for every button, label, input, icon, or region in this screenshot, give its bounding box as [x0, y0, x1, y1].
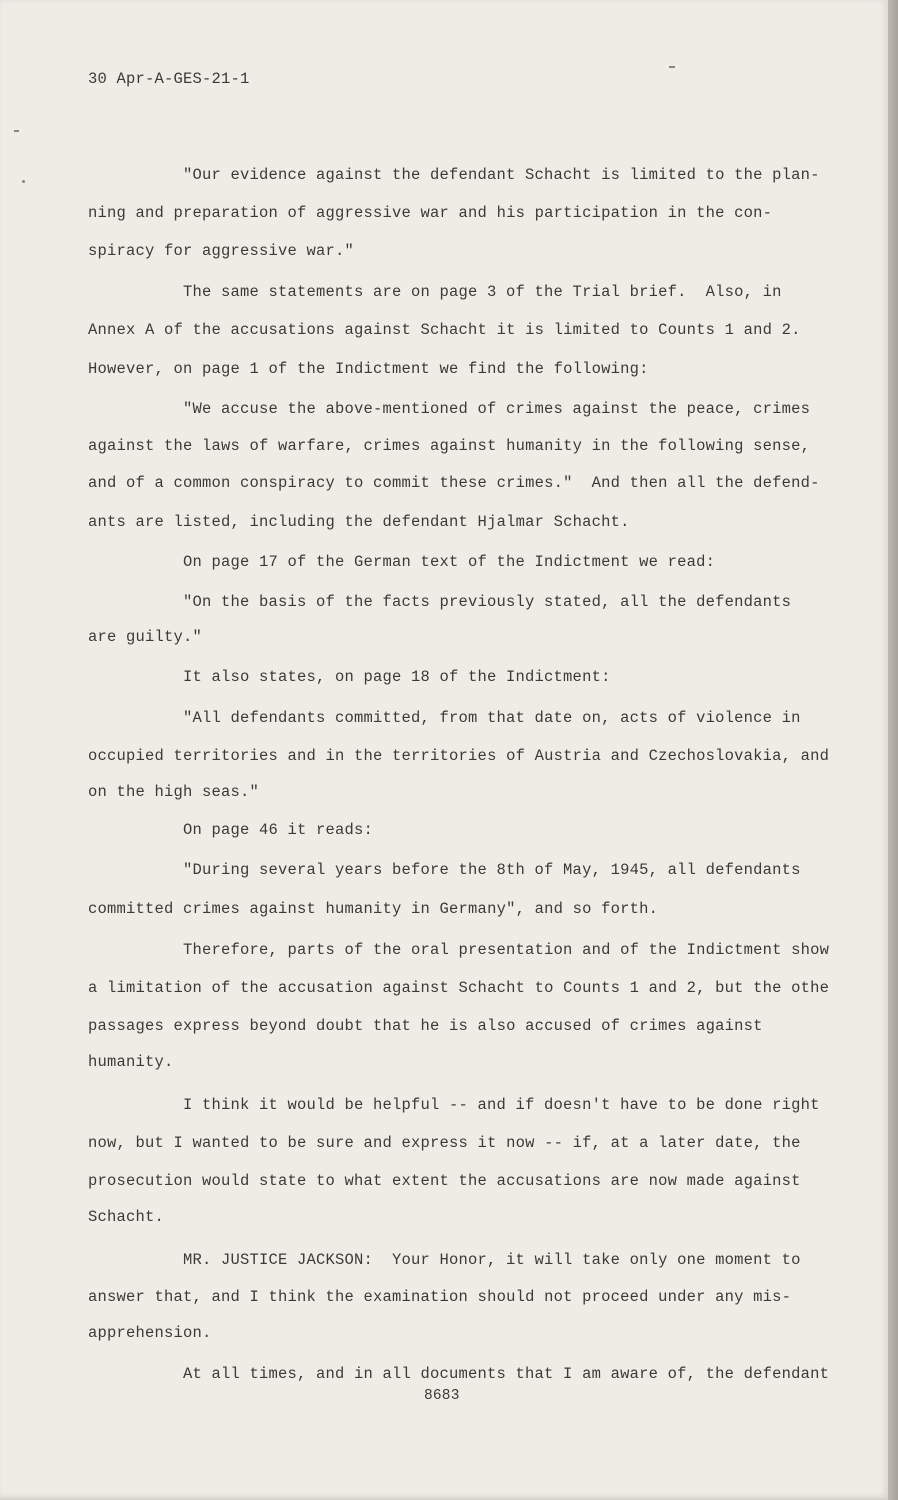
text-line: now, but I wanted to be sure and express it now -- if, at a later date, the	[88, 1134, 801, 1152]
text-line: Annex A of the accusations against Schacht it is limited to Counts 1 and 2.	[88, 321, 801, 339]
text-line: are guilty."	[88, 628, 203, 646]
document-id: 30 Apr-A-GES-21-1	[88, 70, 250, 88]
text-line: ning and preparation of aggressive war and his participation in the con-	[88, 204, 773, 222]
text-line: "All defendants committed, from that date on, acts of violence in	[183, 709, 801, 727]
stray-mark	[14, 130, 19, 132]
text-line: MR. JUSTICE JACKSON: Your Honor, it will take only one moment to	[183, 1251, 801, 1269]
text-line: However, on page 1 of the Indictment we find the following:	[88, 360, 649, 378]
text-line: "We accuse the above-mentioned of crimes against the peace, crimes	[183, 400, 811, 418]
text-line: ants are listed, including the defendant Hjalmar Schacht.	[88, 513, 630, 531]
text-line: "Our evidence against the defendant Schacht is limited to the plan-	[183, 166, 820, 184]
text-line: humanity.	[88, 1053, 174, 1071]
text-line: On page 46 it reads:	[183, 821, 374, 839]
text-line: "During several years before the 8th of May, 1945, all defendants	[183, 861, 801, 879]
text-line: spiracy for aggressive war."	[88, 242, 355, 260]
text-line: Therefore, parts of the oral presentation and of the Indictment show	[183, 941, 830, 959]
text-line: "On the basis of the facts previously stated, all the defendants	[183, 593, 792, 611]
text-line: on the high seas."	[88, 783, 260, 801]
text-line: On page 17 of the German text of the Indictment we read:	[183, 553, 716, 571]
stray-mark	[22, 180, 25, 183]
text-line: answer that, and I think the examination should not proceed under any mis-	[88, 1288, 792, 1306]
text-line: Schacht.	[88, 1208, 165, 1226]
text-line: committed crimes against humanity in Germany", and so forth.	[88, 900, 659, 918]
text-line: and of a common conspiracy to commit these crimes." And then all the defend-	[88, 474, 820, 492]
text-line: occupied territories and in the territories of Austria and Czechoslovakia, and	[88, 747, 830, 765]
stray-mark	[669, 66, 675, 68]
text-line: apprehension.	[88, 1324, 212, 1342]
text-line: At all times, and in all documents that I am aware of, the defendant	[183, 1365, 830, 1383]
text-line: against the laws of warfare, crimes against humanity in the following sense,	[88, 437, 811, 455]
text-line: It also states, on page 18 of the Indictment:	[183, 668, 611, 686]
text-line: prosecution would state to what extent the accusations are now made against	[88, 1172, 801, 1190]
text-line: passages express beyond doubt that he is also accused of crimes against	[88, 1017, 763, 1035]
text-line: I think it would be helpful -- and if doesn't have to be done right	[183, 1096, 820, 1114]
text-line: The same statements are on page 3 of the Trial brief. Also, in	[183, 283, 782, 301]
text-line: a limitation of the accusation against Schacht to Counts 1 and 2, but the othe	[88, 979, 830, 997]
page-number: 8683	[424, 1388, 460, 1404]
page-edge	[888, 0, 898, 1500]
